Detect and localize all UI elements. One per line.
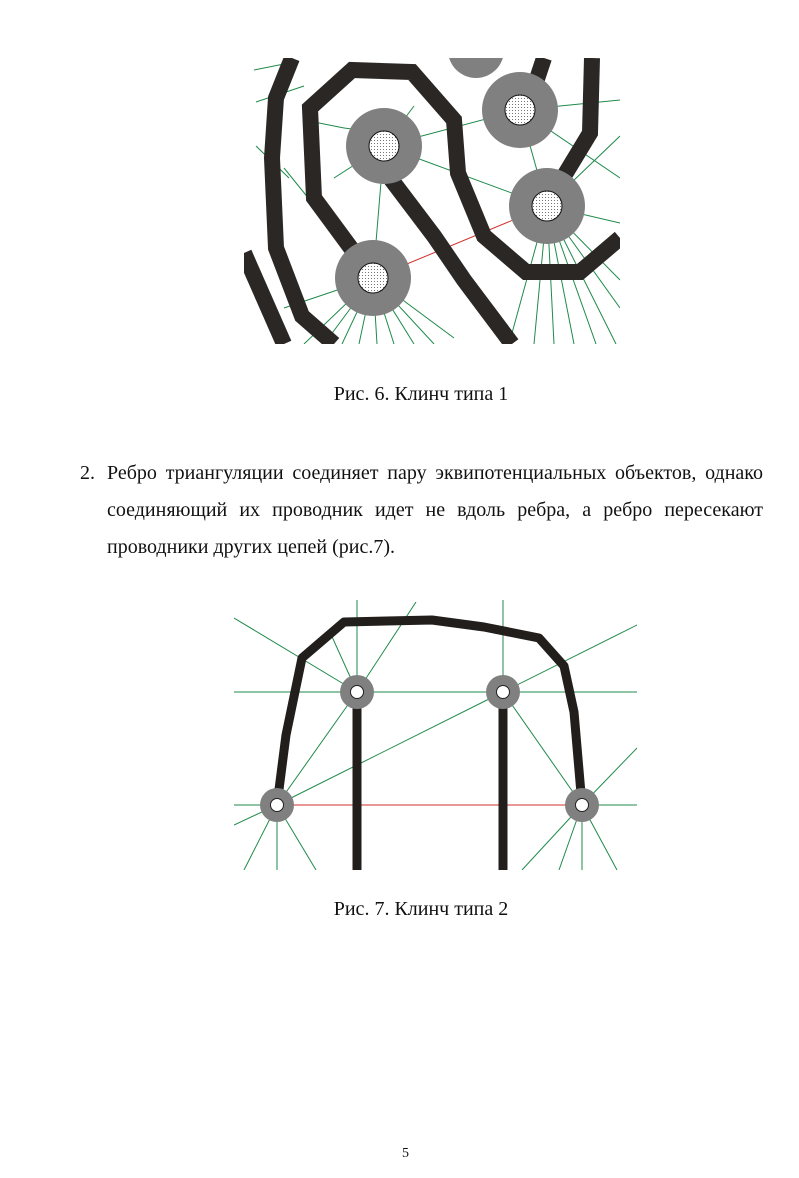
pad-hole (505, 95, 535, 125)
pad-hole (358, 263, 388, 293)
pad-hole (497, 686, 510, 699)
list-item-text: Ребро триангуляции соединяет пару эквипотенциальных объектов, однако соединяющий их проводник идет не вдоль ребра, а ребро пересекают проводники других цепей (рис.7). (107, 462, 763, 558)
pads (260, 675, 599, 822)
pad-hole (351, 686, 364, 699)
list-marker: 2. (80, 462, 95, 484)
pad-partial-top (448, 58, 504, 78)
list-item-2 (80, 455, 763, 566)
figure-7-caption: Рис. 7. Клинч типа 2 (333, 898, 509, 920)
figure-7-clinch-type-2 (234, 600, 637, 870)
pad-hole (576, 799, 589, 812)
pad-hole (271, 799, 284, 812)
figure-6-clinch-type-1 (244, 58, 620, 344)
figure-6-caption: Рис. 6. Клинч типа 1 (333, 383, 509, 405)
page-number: 5 (402, 1146, 409, 1161)
pad-hole (532, 191, 562, 221)
pad-hole (369, 131, 399, 161)
conductors (277, 620, 582, 870)
